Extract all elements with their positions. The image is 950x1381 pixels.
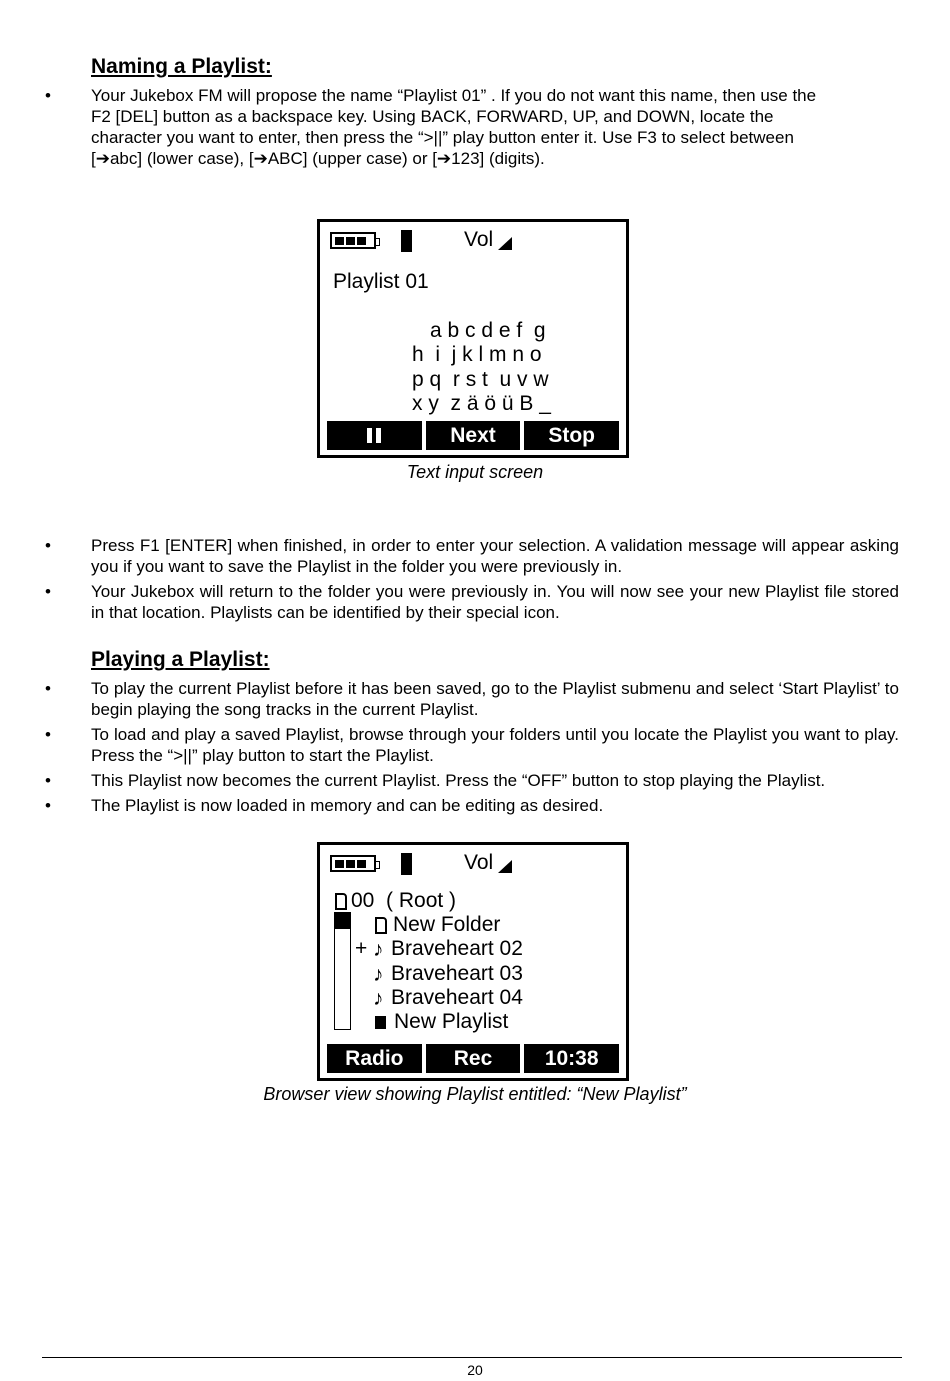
item-label: New Folder xyxy=(393,913,501,936)
char-row: a b c d e f g xyxy=(430,319,546,342)
radio-key: Radio xyxy=(327,1044,422,1073)
item-label: New Playlist xyxy=(394,1010,509,1033)
bullet-dot: • xyxy=(45,796,51,815)
char-row: p q r s t u v w xyxy=(412,368,549,391)
browser-item xyxy=(355,1010,508,1034)
browser-item xyxy=(355,962,523,986)
pause-key xyxy=(327,421,422,450)
selection-marker: + xyxy=(355,937,368,960)
root-folder-row xyxy=(335,889,456,913)
page-number: 20 xyxy=(467,1362,483,1378)
browser-item xyxy=(355,986,523,1010)
bullet-dot: • xyxy=(45,582,51,601)
volume-icon xyxy=(498,860,512,873)
text-line: F2 [DEL] button as a backspace key. Using BACK, FORWARD, UP, and DOWN, locate the xyxy=(91,107,774,126)
bullet-text: To load and play a saved Playlist, browse through your folders until you locate the Playlist you want to play. Press the “>||” play button to start the Playlist. xyxy=(91,725,899,765)
signal-icon xyxy=(401,853,412,875)
bullet-dot: • xyxy=(45,86,51,105)
music-note-icon: ♪ xyxy=(373,937,384,961)
item-label: Braveheart 03 xyxy=(391,962,523,985)
device-screen-text-input xyxy=(317,219,629,458)
battery-icon xyxy=(330,855,376,872)
volume-label: Vol xyxy=(464,228,494,251)
root-label: 00 ( Root ) xyxy=(351,889,457,912)
function-key-bar xyxy=(327,421,619,450)
pause-icon xyxy=(367,428,381,443)
heading-naming-playlist: Naming a Playlist: xyxy=(91,55,272,78)
scrollbar xyxy=(334,912,351,1030)
volume-icon xyxy=(498,237,512,250)
figure-caption: Browser view showing Playlist entitled: “New Playlist” xyxy=(263,1084,687,1104)
browser-item xyxy=(355,913,500,937)
bullet-load-saved xyxy=(45,724,899,766)
text-line: Your Jukebox FM will propose the name “Playlist 01” . If you do not want this name, then use the xyxy=(91,86,817,105)
bullet-text: To play the current Playlist before it has been saved, go to the Playlist submenu and select ‘Start Playlist’ to begin playing the song tracks in the current Playlist. xyxy=(91,679,899,719)
item-label: Braveheart 02 xyxy=(391,937,523,960)
folder-icon xyxy=(335,893,347,910)
text-line: [➔abc] (lower case), [➔ABC] (upper case) or [➔123] (digits). xyxy=(91,149,545,168)
footer-divider xyxy=(42,1357,902,1358)
status-bar xyxy=(330,230,616,252)
bullet-current xyxy=(45,770,899,791)
char-row: h i j k l m n o xyxy=(412,343,542,366)
bullet-dot: • xyxy=(45,771,51,790)
heading-playing-playlist: Playing a Playlist: xyxy=(91,648,270,671)
playlist-name-field: Playlist 01 xyxy=(333,270,429,293)
text-line: character you want to enter, then press the “>||” play button enter it. Use F3 to select between xyxy=(91,128,794,147)
bullet-dot: • xyxy=(45,679,51,698)
music-note-icon: ♪ xyxy=(373,962,384,986)
bullet-dot: • xyxy=(45,536,51,555)
volume-label: Vol xyxy=(464,851,494,874)
bullet-text: Your Jukebox will return to the folder you were previously in. You will now see your new Playlist file stored in that location. Playlists can be identified by their special icon. xyxy=(91,582,899,622)
next-key: Next xyxy=(426,421,521,450)
function-key-bar xyxy=(327,1044,619,1073)
bullet-dot: • xyxy=(45,725,51,744)
bullet-loaded xyxy=(45,795,899,816)
bullet-naming xyxy=(45,85,899,169)
bullet-enter xyxy=(45,535,899,577)
bullet-return xyxy=(45,581,899,623)
bullet-play-current xyxy=(45,678,899,720)
bullet-text: The Playlist is now loaded in memory and can be editing as desired. xyxy=(91,796,604,815)
status-bar xyxy=(330,853,616,875)
browser-item xyxy=(355,937,523,961)
item-label: Braveheart 04 xyxy=(391,986,523,1009)
battery-icon xyxy=(330,232,376,249)
stop-key: Stop xyxy=(524,421,619,450)
bullet-text: Press F1 [ENTER] when finished, in order to enter your selection. A validation message will appear asking you if you want to save the Playlist in the folder you were previously in. xyxy=(91,536,899,576)
signal-icon xyxy=(401,230,412,252)
rec-key: Rec xyxy=(426,1044,521,1073)
folder-icon xyxy=(375,917,387,934)
music-note-icon: ♪ xyxy=(373,986,384,1010)
char-row: x y z ä ö ü B _ xyxy=(412,392,551,415)
device-screen-browser xyxy=(317,842,629,1081)
playlist-icon xyxy=(375,1016,386,1029)
clock-display: 10:38 xyxy=(524,1044,619,1073)
figure-caption: Text input screen xyxy=(406,462,544,482)
bullet-text: This Playlist now becomes the current Playlist. Press the “OFF” button to stop playing the Playlist. xyxy=(91,771,826,790)
scrollbar-thumb xyxy=(335,913,350,929)
